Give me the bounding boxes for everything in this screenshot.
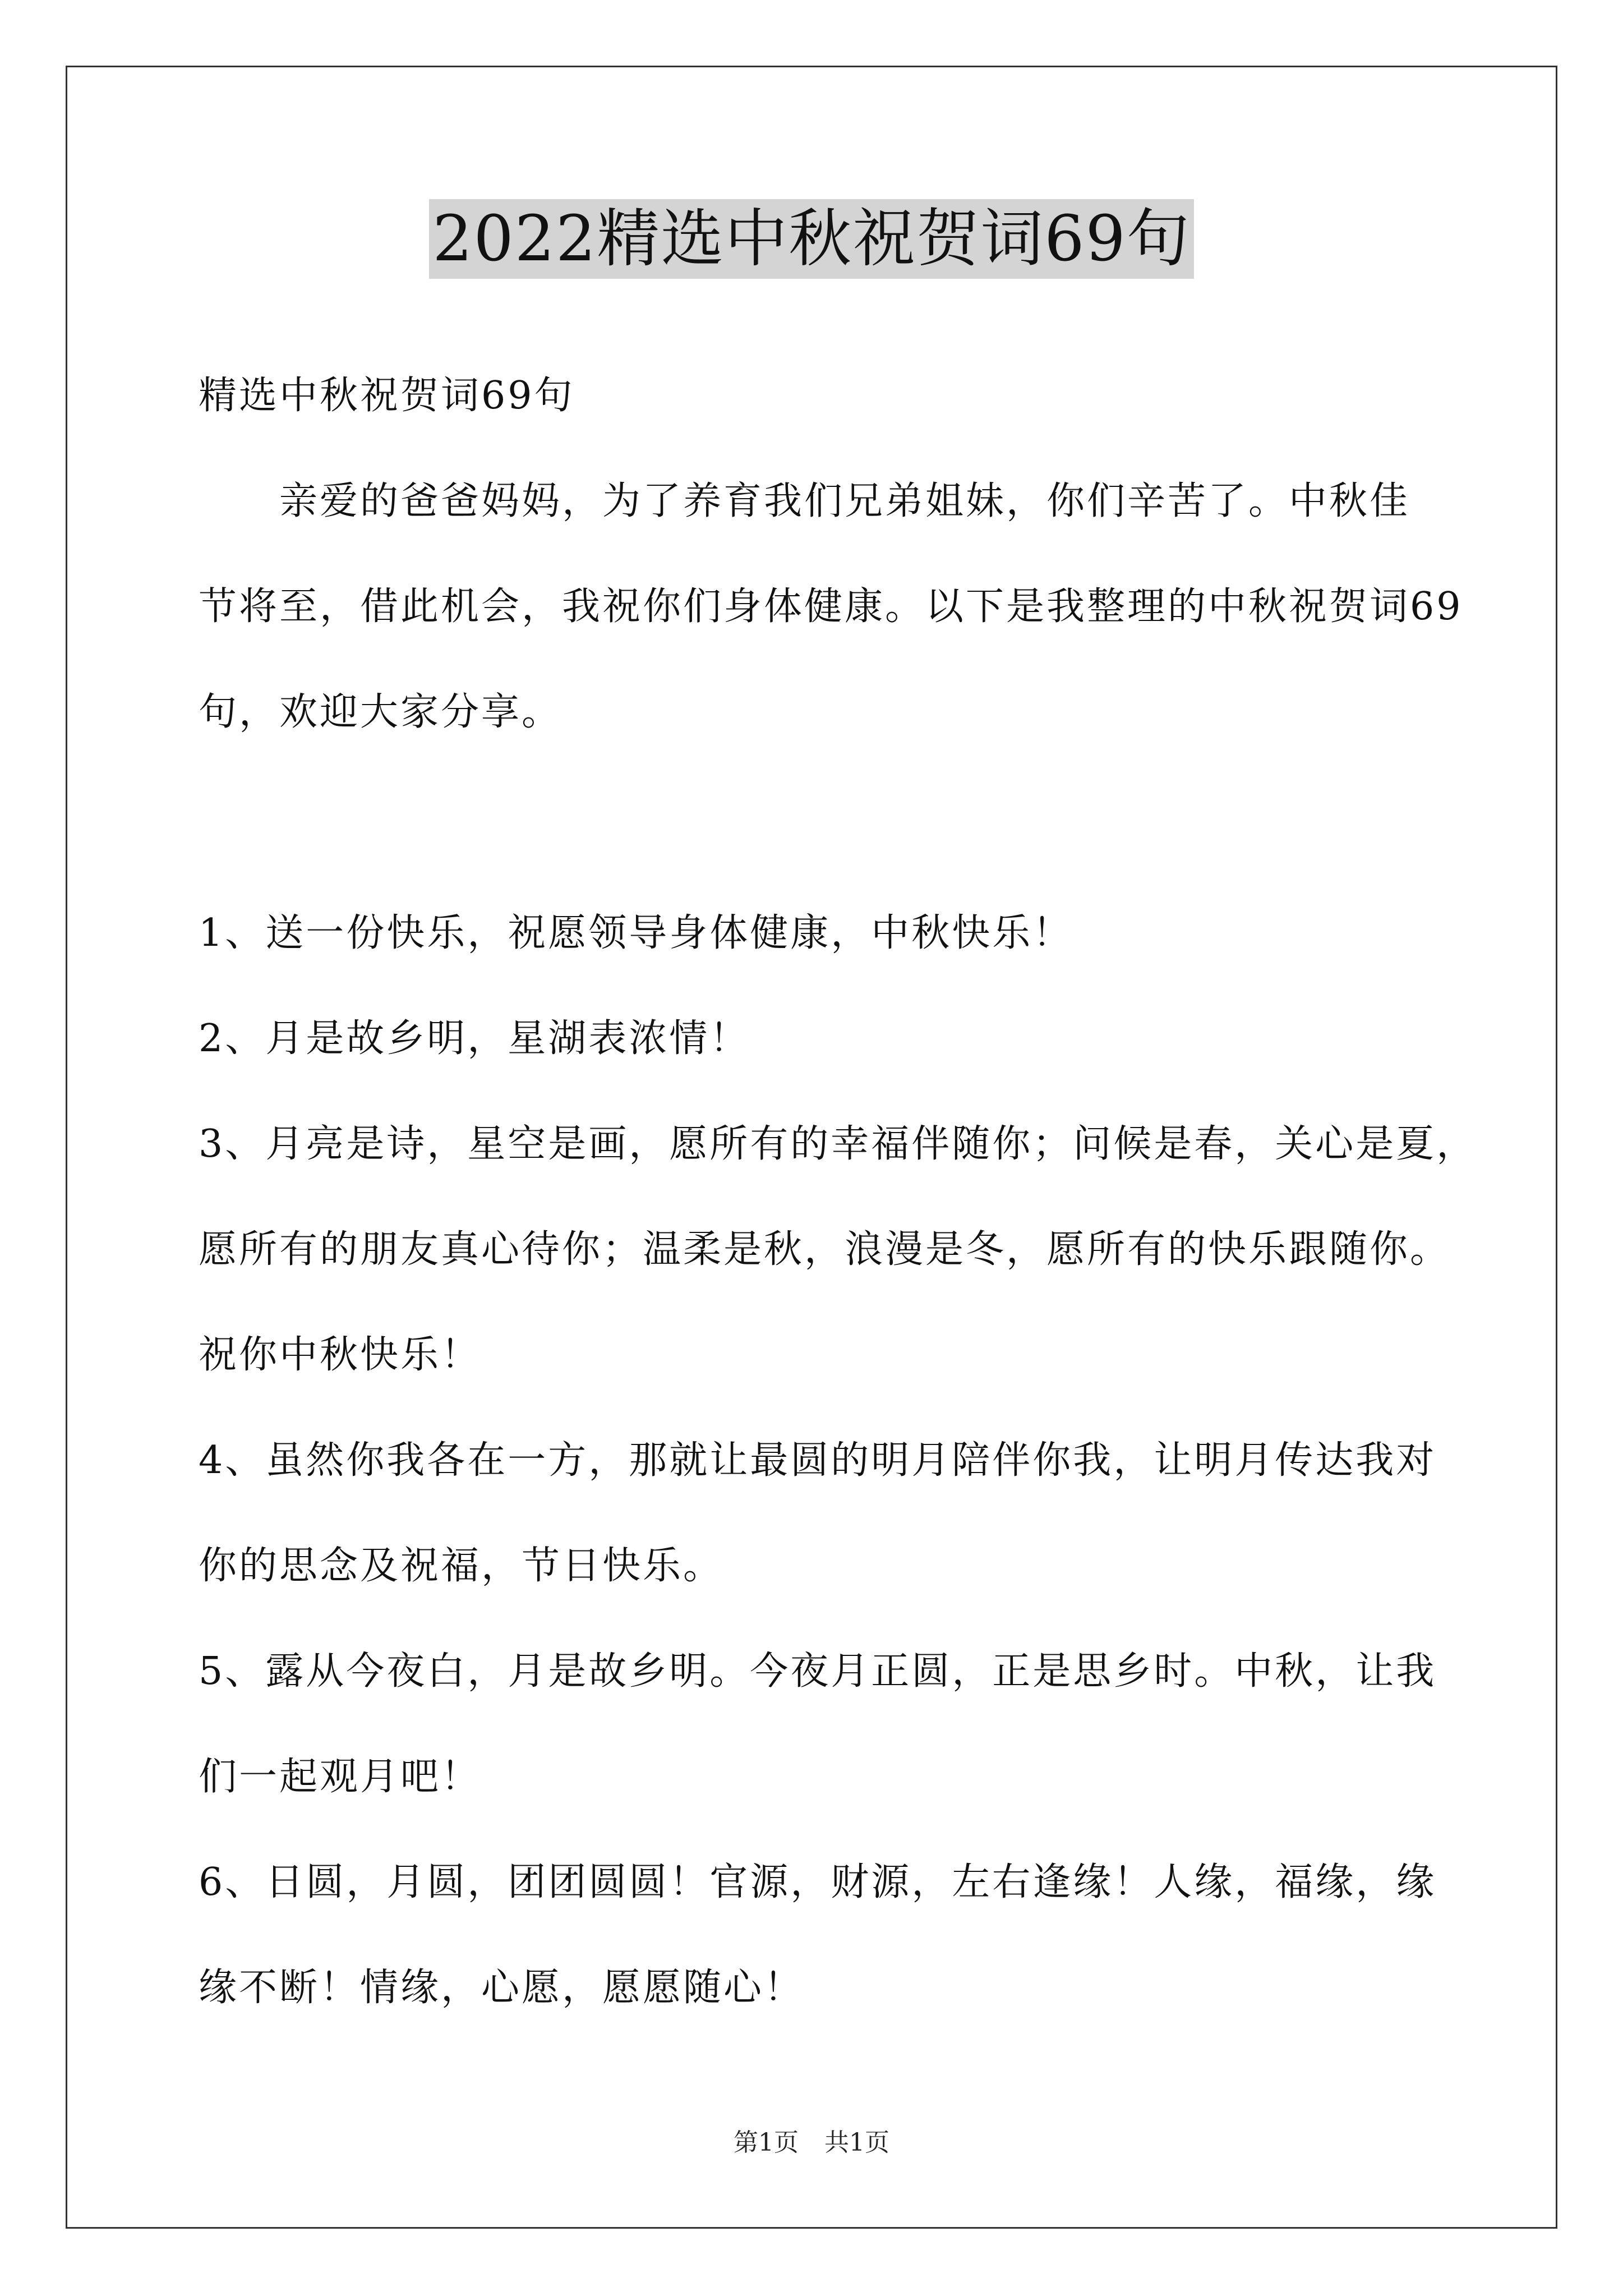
list-item-continued: 祝你中秋快乐！ [199,1333,482,1377]
subtitle-block [199,343,1455,449]
list-item: 6、日圆，月圆，团团圆圆！官源，财源，左右逢缘！人缘，福缘，缘 [199,1860,1437,1904]
page-total: 共1页 [824,2128,889,2157]
list-item-continued: 你的思念及祝福，节日快乐。 [199,1544,724,1588]
document-subtitle: 精选中秋祝贺词69句 [199,374,575,418]
intro-line: 句，欢迎大家分享。 [199,690,562,734]
list-item-continued: 们一起观月吧！ [199,1755,482,1799]
title-container [0,199,1623,279]
intro-paragraph [199,449,1463,765]
list-item: 4、虽然你我各在一方，那就让最圆的明月陪伴你我，让明月传达我对 [199,1438,1437,1483]
list-item: 5、露从今夜白，月是故乡明。今夜月正圆，正是思乡时。中秋，让我 [199,1649,1437,1694]
list-item-continued: 缘不断！情缘，心愿，愿愿随心！ [199,1966,805,2010]
intro-line: 节将至，借此机会，我祝你们身体健康。以下是我整理的中秋祝贺词69 [199,585,1463,629]
list-item: 2、月是故乡明，星湖表浓情！ [199,1016,750,1061]
document-title: 2022精选中秋祝贺词69句 [429,199,1194,279]
page-footer [0,2126,1623,2160]
intro-line: 亲爱的爸爸妈妈，为了养育我们兄弟姐妹，你们辛苦了。中秋佳 [199,479,1410,523]
list-item: 1、送一份快乐，祝愿领导身体健康，中秋快乐！ [199,911,1073,955]
list-item-continued: 愿所有的朋友真心待你；温柔是秋，浪漫是冬，愿所有的快乐跟随你。 [199,1227,1451,1272]
page-number: 第1页 [734,2128,799,2157]
greetings-list [199,881,1477,2041]
list-item: 3、月亮是诗，星空是画，愿所有的幸福伴随你；问候是春，关心是夏， [199,1122,1477,1166]
